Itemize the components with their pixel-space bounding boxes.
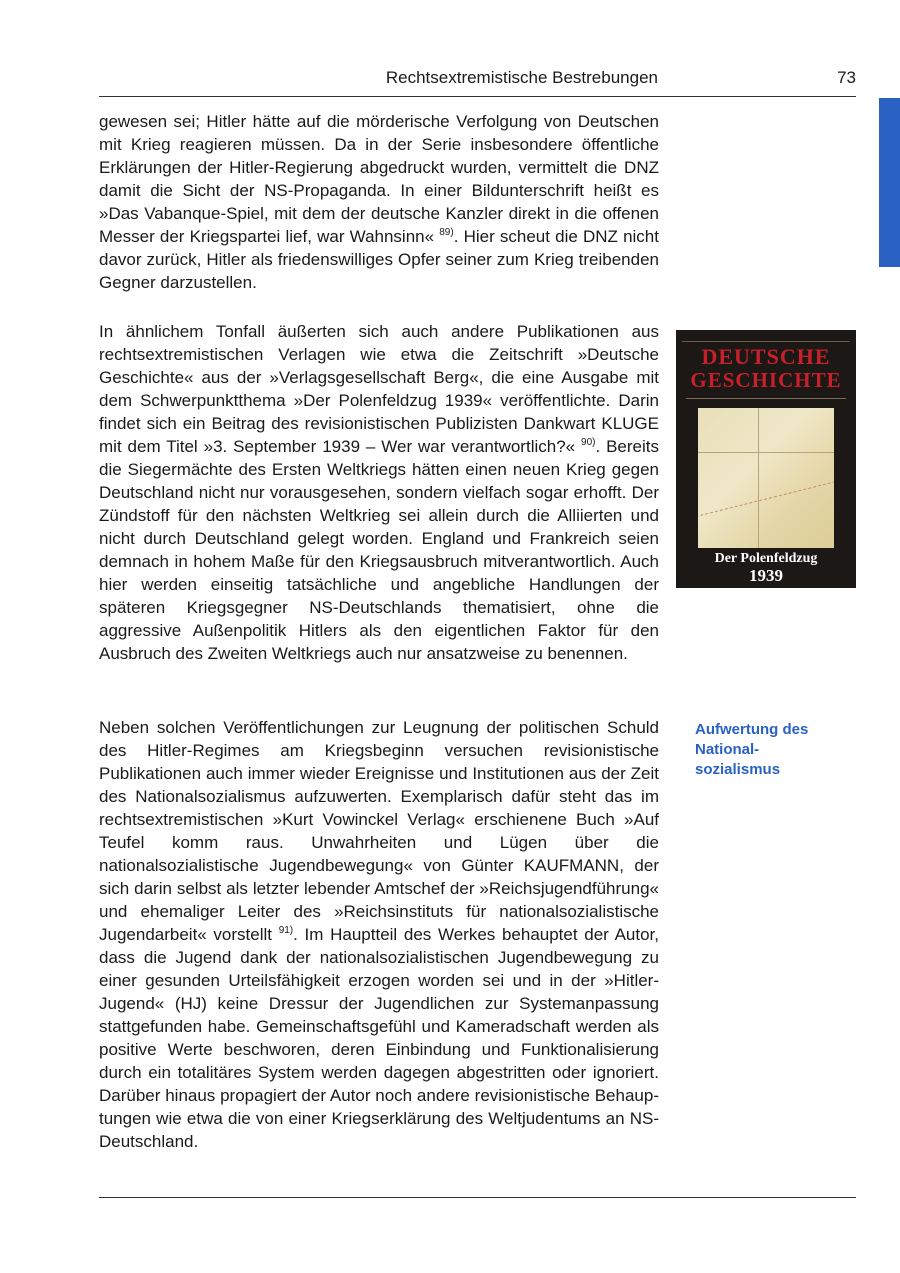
- paragraph-text: . Im Hauptteil des Werkes behauptet der Autor, dass die Jugend dank der nationalsozialistischen Jugendbewegung zu einer gesunden Urteilsfähigkeit erzogen worden sei und in der »Hitler-Jugend« (HJ) keine Dressur der Jugendlichen zur Systemanpassung stattgefunden habe. Gemeinschaftsgefühl und Kameradschaft werden als positive Werte beschworen, deren Einbindung und Funktionalisierung durch ein totalitäres System werden dagegen abgestritten oder ignoriert. Darüber hinaus propagiert der Autor noch andere revisionistische Behauptungen wie etwa die von einer Kriegserklärung des Weltjudentums an NS-Deutschland.: [99, 925, 659, 1151]
- paragraph-text: . Bereits die Siegermächte des Ersten Weltkriegs hätten einen neuen Krieg gegen Deutschland nicht nur vorausgesehen, sondern vielfach sogar erhofft. Der Zündstoff für den nächsten Weltkrieg sei allein durch die Alliierten und nicht durch Deutschland gelegt worden. England und Frankreich seien demnach in hohem Maße für den Kriegsausbruch mitverantwortlich. Auch hier werden einseitig tatsächliche und angebliche Handlungen der späteren Kriegsgegner NS-Deutschlands thematisiert, ohne die aggressive Außenpolitik Hitlers als den eigentlichen Faktor für den Ausbruch des Zweiten Weltkriegs auch nur ansatzweise zu benennen.: [99, 437, 660, 663]
- cover-headline: Der Polenfeldzug: [714, 551, 818, 566]
- cover-masthead-line2: GESCHICHTE: [690, 368, 842, 392]
- body-paragraph-1: [99, 110, 659, 294]
- cover-subtitle-strip: [686, 398, 846, 402]
- paragraph-text: gewesen sei; Hitler hätte auf die mörderische Verfolgung von Deutschen mit Krieg reagieren müssen. Da in der Serie insbesondere öffentliche Erklärungen der Hitler-Regierung abgedruckt wurden, vermittelt die DNZ damit die Sicht der NS-Propaganda. In einer Bildunterschrift heißt es »Das Vabanque-Spiel, mit dem der deutsche Kanzler direkt in die offenen Messer der Kriegspartei lief, war Wahnsinn«: [99, 112, 659, 246]
- body-paragraph-3: [99, 716, 659, 1153]
- cover-headline-year: 1939: [749, 566, 783, 585]
- footnote-reference-90: 90): [581, 437, 596, 448]
- page-number: 73: [837, 68, 856, 87]
- cover-header-strip: [682, 335, 850, 342]
- running-head: [99, 66, 856, 97]
- cover-map-illustration: [698, 408, 834, 548]
- margin-heading-line: Aufwertung des: [695, 721, 809, 738]
- footer-rule: [99, 1197, 856, 1198]
- chapter-tab-marker: [879, 98, 900, 267]
- paragraph-text: Neben solchen Veröffentlichungen zur Leugnung der politischen Schuld des Hitler-Regimes am Kriegsbeginn versuchen revisionistische Publikationen auch immer wieder Ereignisse und Institutionen aus der Zeit des Nationalsozialismus aufzuwerten. Exemplarisch dafür steht das im rechtsextremistischen »Kurt Vowinckel Verlag« erschienene Buch »Auf Teufel komm raus. Unwahrheiten und Lügen über die nationalsozialistische Jugendbewegung« von Günter KAUFMANN, der sich darin selbst als letzter lebender Amtschef der »Reichsjugendführung« und ehemaliger Leiter des »Reichsinstituts für nationalsozialistische Jugendarbeit« vorstellt: [99, 718, 659, 944]
- paragraph-text: . Hier scheut die DNZ nicht davor zurück, Hitler als friedenswilliges Opfer seiner zum Krieg treibenden Gegner darzustellen.: [99, 227, 659, 292]
- footnote-reference-91: 91): [278, 925, 294, 936]
- cover-masthead-line1: DEUTSCHE: [701, 344, 831, 369]
- footnote-reference-89: 89): [439, 227, 454, 238]
- margin-heading-line: sozialismus: [695, 761, 781, 778]
- margin-heading: [695, 720, 845, 780]
- body-paragraph-2: [99, 320, 659, 665]
- margin-heading-line: National-: [695, 741, 760, 758]
- running-title: Rechtsextremistische Bestrebungen: [385, 68, 658, 87]
- magazine-cover-image: [676, 330, 856, 588]
- paragraph-text: In ähnlichem Tonfall äußerten sich auch andere Publikationen aus rechtsextremistischen Verlagen wie etwa die Zeitschrift »Deutsche Geschichte« aus der »Verlagsgesellschaft Berg«, die eine Ausgabe mit dem Schwerpunktthema »Der Polenfeldzug 1939« veröffentlichte. Darin findet sich ein Beitrag des revisionistischen Publizisten Dankwart KLUGE mit dem Titel »3. September 1939 – Wer war verantwortlich?«: [99, 322, 659, 456]
